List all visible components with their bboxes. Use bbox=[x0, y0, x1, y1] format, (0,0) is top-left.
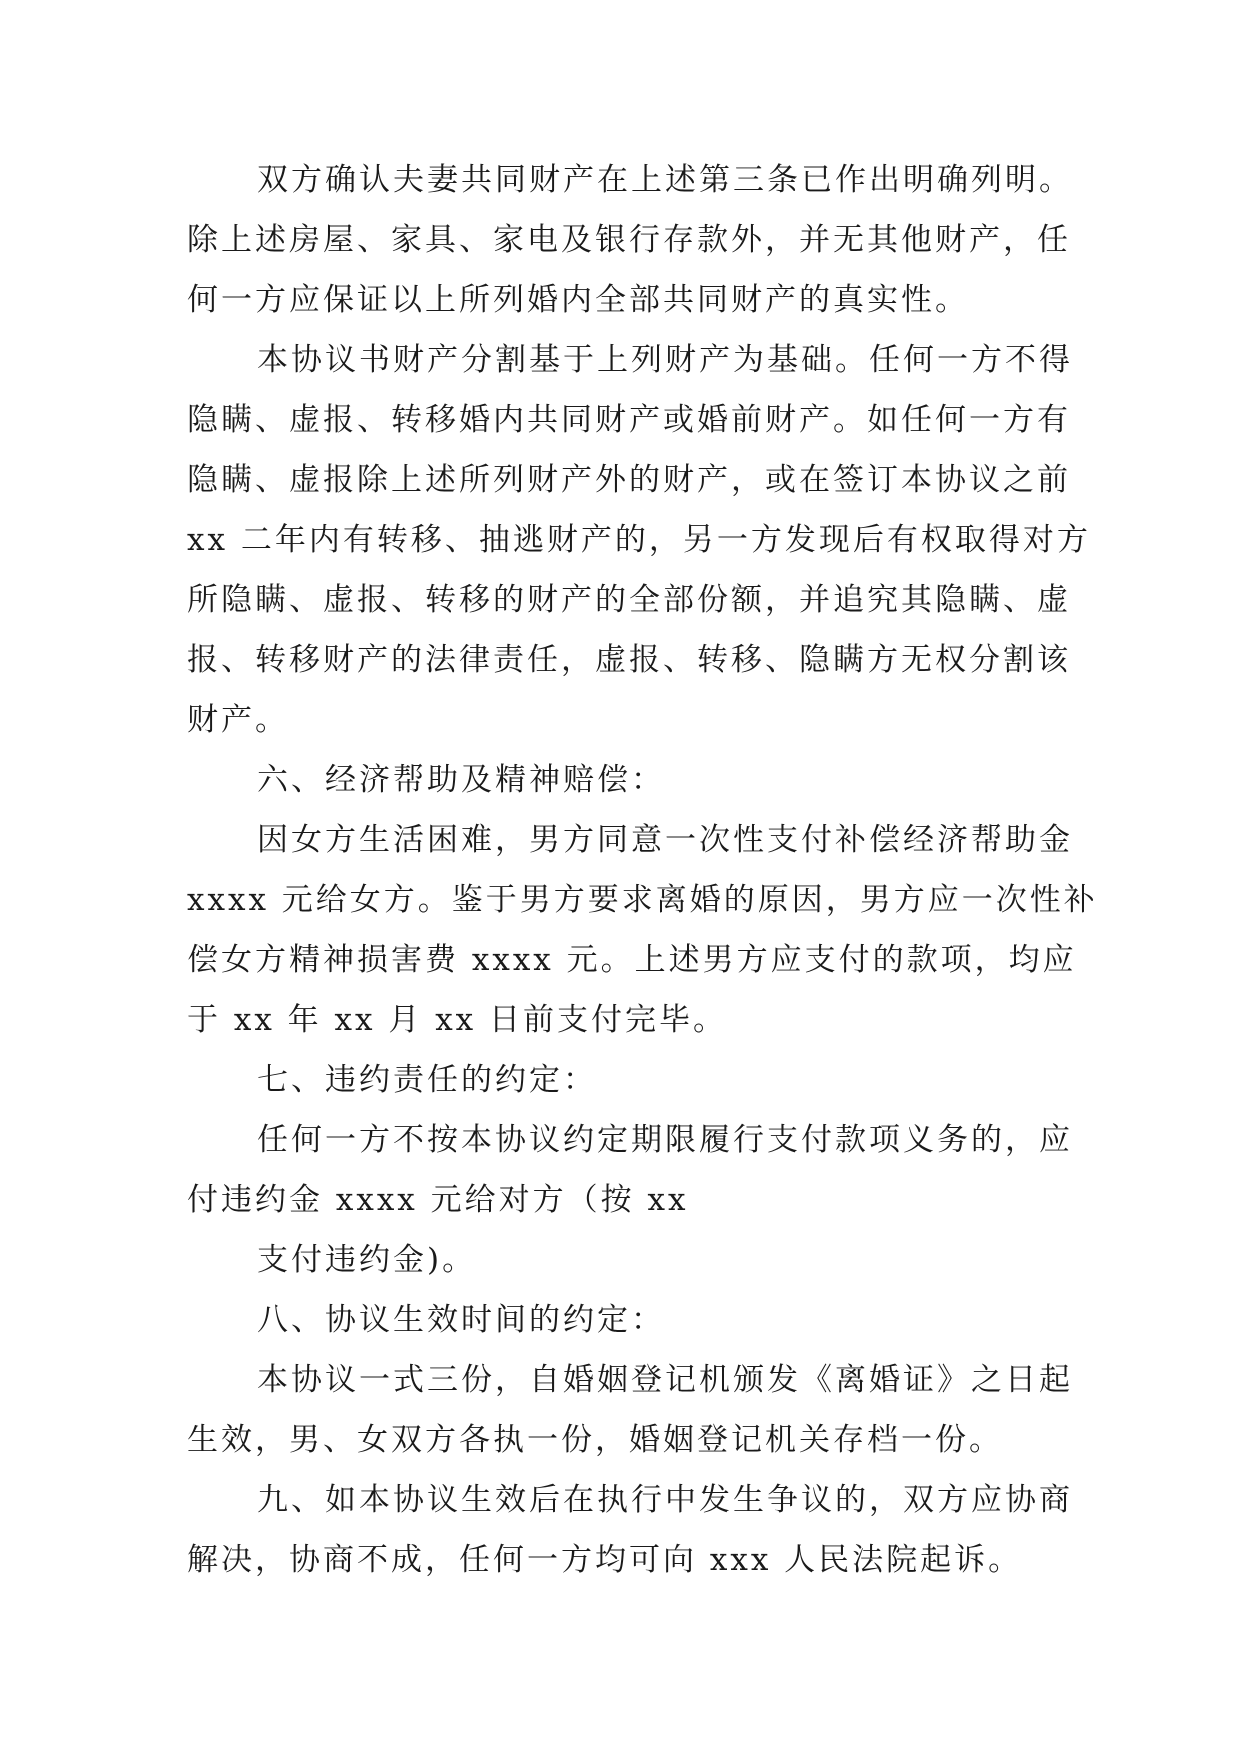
paragraph-line: 付违约金 xxxx 元给对方（按 xx bbox=[187, 1182, 689, 1218]
paragraph-line: xxxx 元给女方。鉴于男方要求离婚的原因，男方应一次性补 bbox=[187, 882, 1098, 918]
paragraph-line: 除上述房屋、家具、家电及银行存款外，并无其他财产，任 bbox=[187, 222, 1071, 258]
para-effective-time bbox=[187, 1350, 1073, 1470]
para-breach-liability-cont bbox=[187, 1230, 1057, 1290]
paragraph-line: 任何一方不按本协议约定期限履行支付款项义务的，应 bbox=[257, 1122, 1073, 1158]
paragraph-line: 偿女方精神损害费 xxxx 元。上述男方应支付的款项，均应 bbox=[187, 942, 1077, 978]
paragraph-line: 所隐瞒、虚报、转移的财产的全部份额，并追究其隐瞒、虚 bbox=[187, 582, 1071, 618]
paragraph-line: 本协议书财产分割基于上列财产为基础。任何一方不得 bbox=[257, 342, 1073, 378]
document-body bbox=[187, 150, 1098, 1590]
paragraph-line: xx 二年内有转移、抽逃财产的，另一方发现后有权取得对方 bbox=[187, 522, 1091, 558]
paragraph-line: 何一方应保证以上所列婚内全部共同财产的真实性。 bbox=[187, 282, 969, 318]
para-property-division bbox=[187, 330, 1091, 750]
paragraph-line: 隐瞒、虚报、转移婚内共同财产或婚前财产。如任何一方有 bbox=[187, 402, 1071, 438]
paragraph-line: 财产。 bbox=[187, 702, 289, 738]
paragraph-line: 支付违约金)。 bbox=[257, 1242, 477, 1278]
heading-section-six bbox=[187, 750, 1057, 810]
paragraph-line: 于 xx 年 xx 月 xx 日前支付完毕。 bbox=[187, 1002, 728, 1038]
paragraph-line: 九、如本协议生效后在执行中发生争议的，双方应协商 bbox=[257, 1482, 1073, 1518]
para-section-nine-dispute bbox=[187, 1470, 1073, 1590]
paragraph-line: 双方确认夫妻共同财产在上述第三条已作出明确列明。 bbox=[257, 162, 1073, 198]
para-economic-help bbox=[187, 810, 1098, 1050]
heading-section-eight bbox=[187, 1290, 1057, 1350]
para-property-confirmation bbox=[187, 150, 1073, 330]
paragraph-line: 解决，协商不成，任何一方均可向 xxx 人民法院起诉。 bbox=[187, 1542, 1023, 1578]
paragraph-line: 报、转移财产的法律责任，虚报、转移、隐瞒方无权分割该 bbox=[187, 642, 1071, 678]
section-heading: 八、协议生效时间的约定： bbox=[257, 1302, 665, 1338]
paragraph-line: 生效，男、女双方各执一份，婚姻登记机关存档一份。 bbox=[187, 1422, 1003, 1458]
heading-section-seven bbox=[187, 1050, 1057, 1110]
para-breach-liability bbox=[187, 1110, 1073, 1230]
section-heading: 七、违约责任的约定： bbox=[257, 1062, 597, 1098]
paragraph-line: 隐瞒、虚报除上述所列财产外的财产，或在签订本协议之前 bbox=[187, 462, 1071, 498]
paragraph-line: 因女方生活困难，男方同意一次性支付补偿经济帮助金 bbox=[257, 822, 1073, 858]
paragraph-line: 本协议一式三份，自婚姻登记机颁发《离婚证》之日起 bbox=[257, 1362, 1073, 1398]
section-heading: 六、经济帮助及精神赔偿： bbox=[257, 762, 665, 798]
